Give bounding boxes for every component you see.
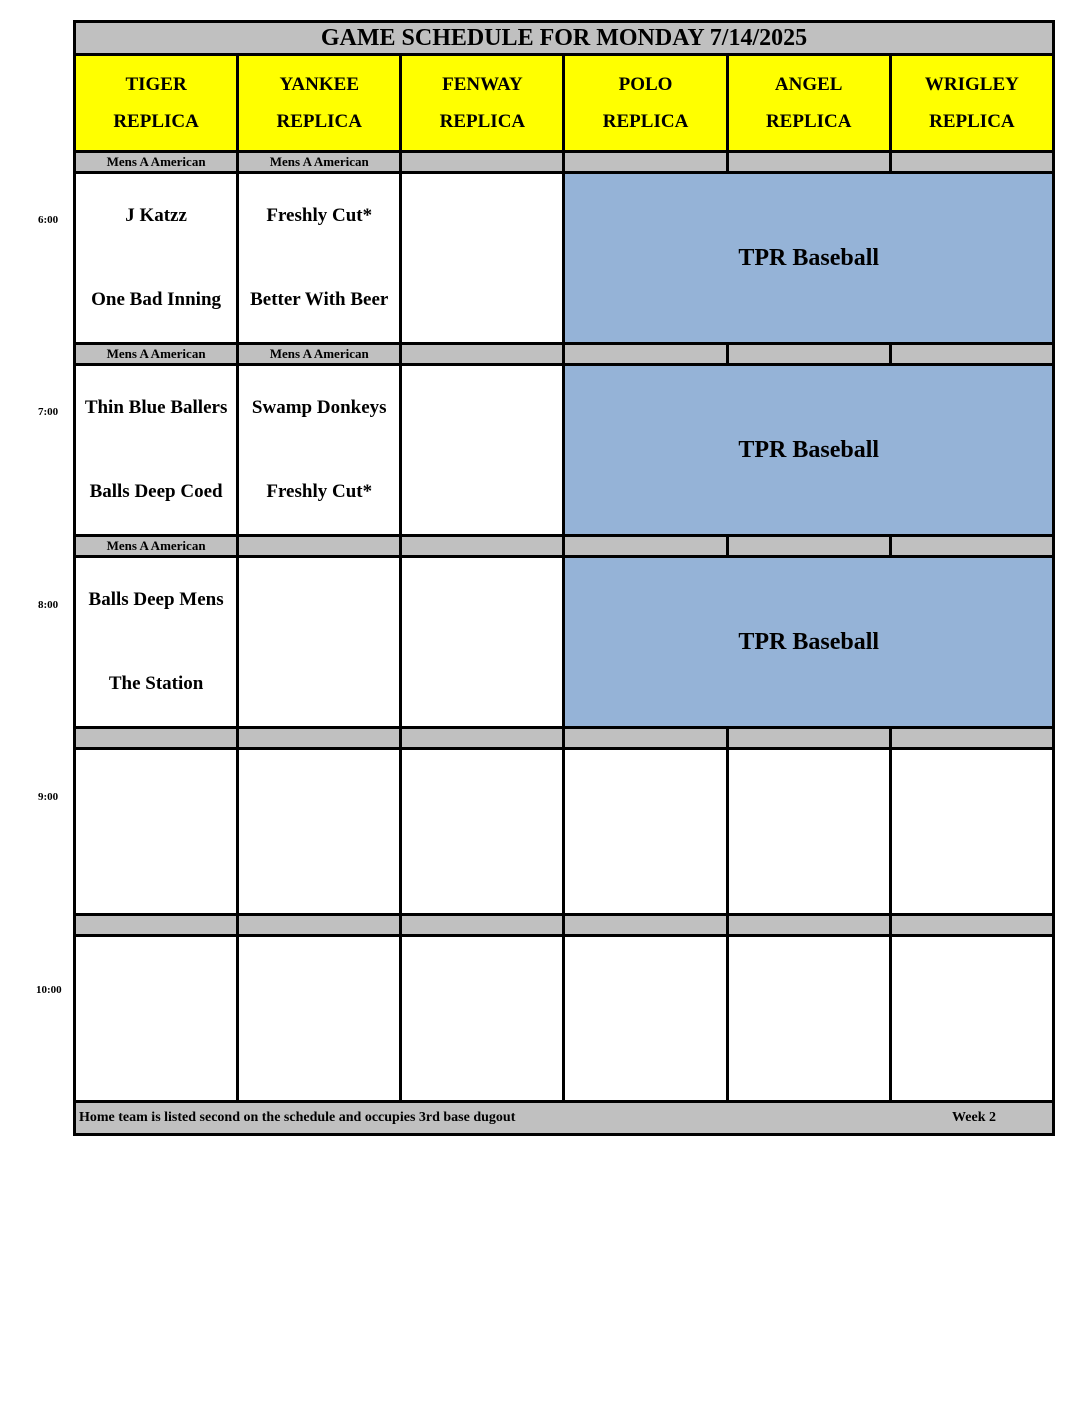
division-label	[564, 344, 727, 365]
game-cell	[238, 557, 401, 728]
division-label	[401, 344, 564, 365]
game-row-7	[75, 365, 1054, 536]
division-label	[890, 728, 1053, 749]
week-label: Week 2	[952, 1110, 996, 1125]
division-label	[401, 915, 564, 936]
home-team: Freshly Cut*	[266, 481, 373, 502]
division-label	[727, 536, 890, 557]
time-labels	[0, 0, 74, 1408]
field-polo: POLO REPLICA	[564, 55, 727, 152]
away-team: Balls Deep Mens	[88, 589, 224, 610]
game-cell	[238, 936, 401, 1102]
game-cell	[75, 936, 238, 1102]
division-row-9	[75, 728, 1054, 749]
footer-row	[75, 1102, 1054, 1135]
division-label	[401, 152, 564, 173]
reserved-block: TPR Baseball	[564, 557, 1054, 728]
game-cell	[238, 173, 401, 344]
division-label: Mens A American	[75, 344, 238, 365]
time-label-6: 6:00	[38, 214, 59, 226]
division-label	[75, 915, 238, 936]
division-label	[564, 536, 727, 557]
division-label: Mens A American	[75, 536, 238, 557]
away-team: Thin Blue Ballers	[84, 397, 228, 418]
footer	[75, 1102, 1054, 1135]
reserved-block: TPR Baseball	[564, 173, 1054, 344]
division-label	[401, 728, 564, 749]
game-cell	[75, 365, 238, 536]
game-cell	[401, 936, 564, 1102]
division-row-7	[75, 344, 1054, 365]
away-team: Swamp Donkeys	[251, 397, 387, 418]
away-team: Freshly Cut*	[266, 205, 373, 226]
away-team	[402, 366, 562, 450]
schedule-table	[73, 20, 1055, 1136]
division-label	[890, 152, 1053, 173]
field-yankee: YANKEE REPLICA	[238, 55, 401, 152]
division-row-8	[75, 536, 1054, 557]
game-cell	[401, 749, 564, 915]
game-row-9	[75, 749, 1054, 915]
game-cell	[564, 936, 727, 1102]
game-cell	[401, 173, 564, 344]
division-label	[401, 536, 564, 557]
division-label	[75, 728, 238, 749]
game-row-6	[75, 173, 1054, 344]
home-team	[402, 258, 562, 342]
time-label-7: 7:00	[38, 406, 59, 418]
field-angel: ANGEL REPLICA	[727, 55, 890, 152]
home-team	[402, 450, 562, 534]
game-cell	[75, 749, 238, 915]
game-cell	[727, 936, 890, 1102]
game-cell	[890, 749, 1053, 915]
division-label	[727, 344, 890, 365]
home-team: Better With Beer	[250, 289, 389, 310]
away-team	[239, 558, 399, 642]
home-team	[402, 642, 562, 726]
game-row-8	[75, 557, 1054, 728]
division-label	[890, 536, 1053, 557]
field-fenway: FENWAY REPLICA	[401, 55, 564, 152]
home-team: Balls Deep Coed	[89, 481, 223, 502]
division-label	[727, 728, 890, 749]
time-label-10: 10:00	[36, 984, 62, 996]
game-cell	[401, 365, 564, 536]
home-team: One Bad Inning	[91, 289, 222, 310]
game-cell	[727, 749, 890, 915]
away-team	[402, 174, 562, 258]
game-cell	[75, 173, 238, 344]
time-label-9: 9:00	[38, 791, 59, 803]
division-label	[564, 152, 727, 173]
away-team: J Katzz	[125, 205, 187, 226]
division-label	[238, 915, 401, 936]
division-label	[727, 915, 890, 936]
division-label	[238, 728, 401, 749]
division-label	[564, 728, 727, 749]
division-label: Mens A American	[238, 344, 401, 365]
game-cell	[75, 557, 238, 728]
division-label	[238, 536, 401, 557]
game-cell	[564, 749, 727, 915]
reserved-block: TPR Baseball	[564, 365, 1054, 536]
game-cell	[238, 365, 401, 536]
division-label: Mens A American	[75, 152, 238, 173]
division-row-10	[75, 915, 1054, 936]
field-wrigley: WRIGLEY REPLICA	[890, 55, 1053, 152]
game-cell	[890, 936, 1053, 1102]
division-row-6	[75, 152, 1054, 173]
home-team	[239, 642, 399, 726]
field-header-row	[75, 55, 1054, 152]
game-cell	[238, 749, 401, 915]
division-label	[727, 152, 890, 173]
field-tiger: TIGER REPLICA	[75, 55, 238, 152]
home-team: The Station	[108, 673, 204, 694]
division-label	[564, 915, 727, 936]
game-cell	[401, 557, 564, 728]
home-team-note: Home team is listed second on the schedule and occupies 3rd base dugout	[79, 1110, 516, 1125]
away-team	[402, 558, 562, 642]
division-label	[890, 915, 1053, 936]
time-label-8: 8:00	[38, 599, 59, 611]
division-label	[890, 344, 1053, 365]
schedule-title: GAME SCHEDULE FOR MONDAY 7/14/2025	[75, 22, 1054, 55]
game-row-10	[75, 936, 1054, 1102]
division-label: Mens A American	[238, 152, 401, 173]
